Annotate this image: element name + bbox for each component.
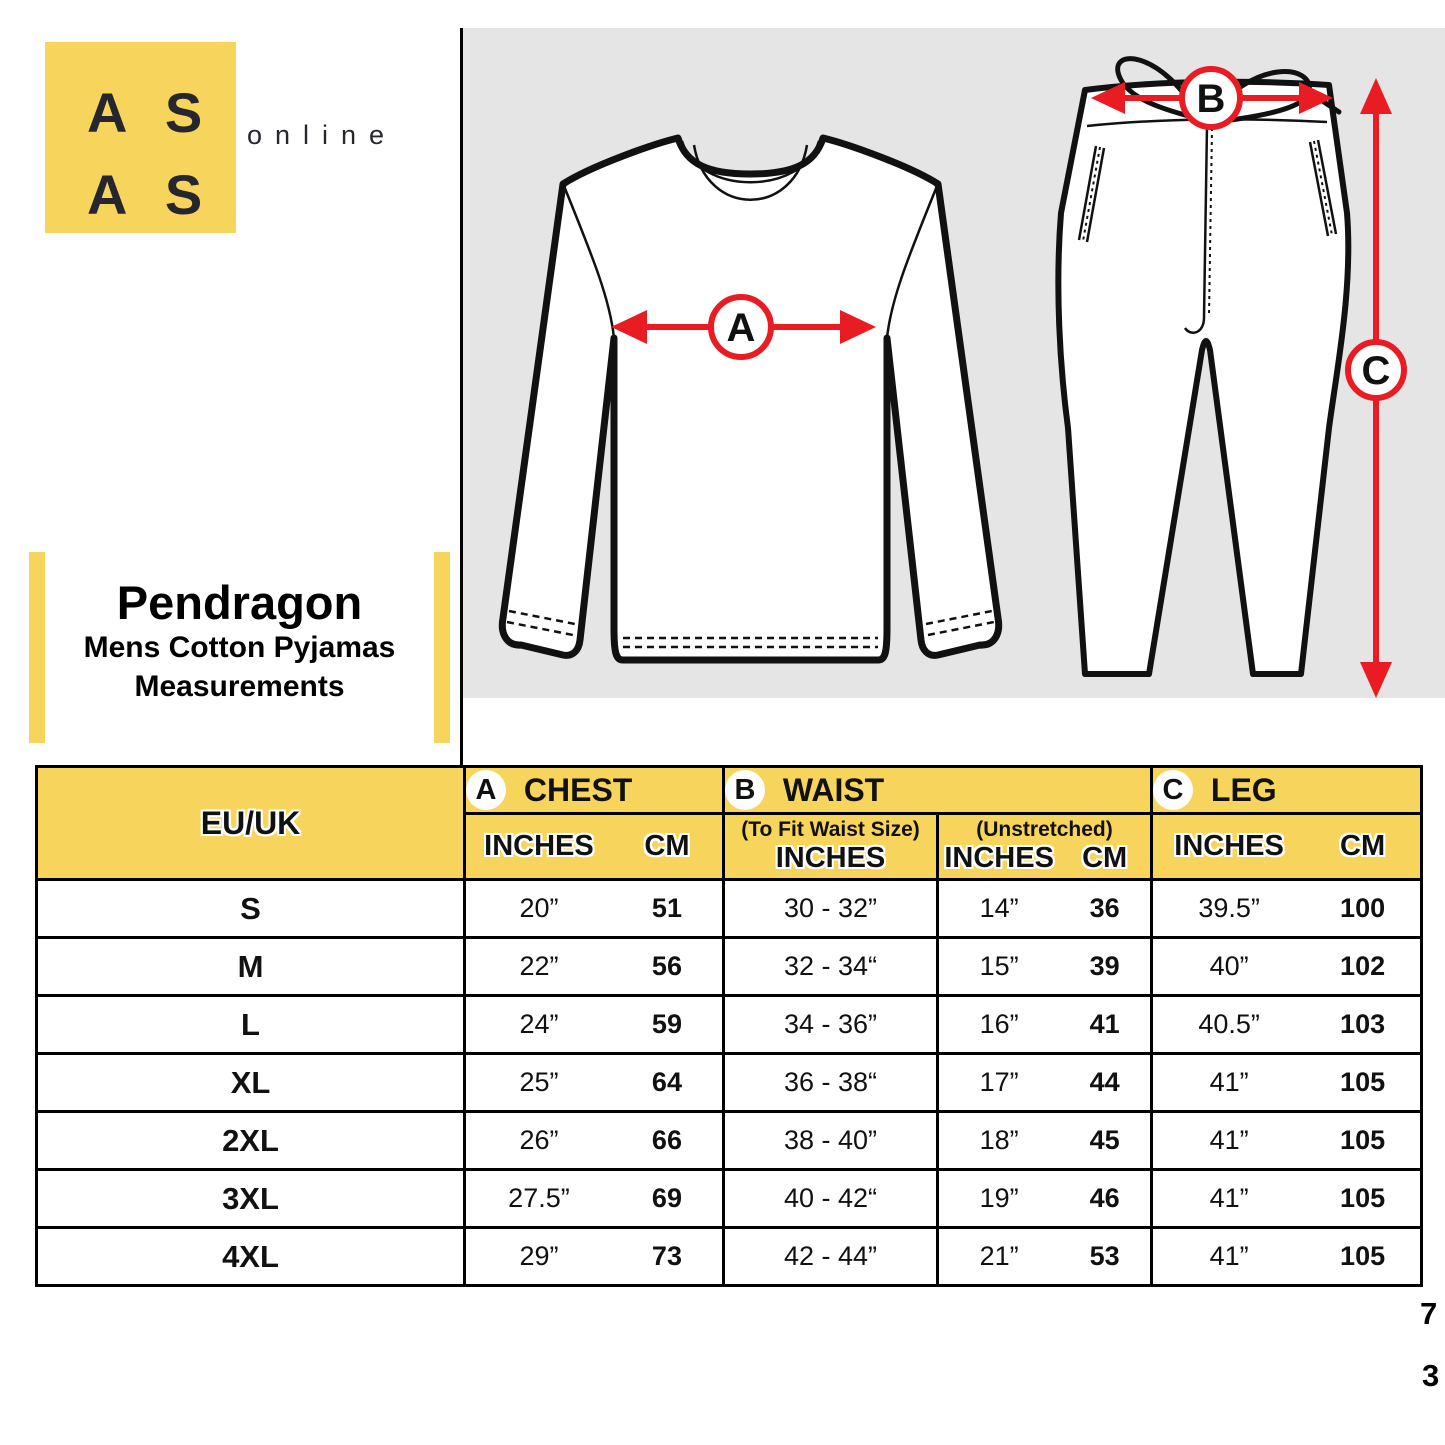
chest-cm-unit: CM bbox=[644, 830, 690, 862]
leg-inches-value: 41” bbox=[1209, 1067, 1249, 1097]
waist-cm-value: 36 bbox=[1089, 893, 1120, 923]
leg-cell bbox=[1152, 1112, 1422, 1170]
waist-cell bbox=[938, 938, 1152, 996]
chest-header bbox=[465, 767, 724, 814]
waist-fit-value: 38 - 40” bbox=[783, 1125, 878, 1155]
margin-digit-top: 7 bbox=[1420, 1296, 1438, 1331]
chest-cm-value: 69 bbox=[651, 1183, 682, 1213]
leg-inches-value: 41” bbox=[1209, 1125, 1249, 1155]
chest-cell bbox=[465, 996, 724, 1054]
chest-cm-value: 51 bbox=[651, 893, 682, 923]
leg-inches-value: 41” bbox=[1209, 1183, 1249, 1213]
chest-cell bbox=[465, 1112, 724, 1170]
leg-cm-value: 105 bbox=[1340, 1067, 1386, 1097]
waist-inches-value: 21” bbox=[979, 1241, 1019, 1271]
size-cell: XL bbox=[37, 1054, 465, 1112]
waist-badge: B bbox=[725, 770, 765, 810]
leg-cell bbox=[1152, 1170, 1422, 1228]
leg-cell bbox=[1152, 1054, 1422, 1112]
chest-inches-value: 26” bbox=[519, 1125, 559, 1155]
waist-fit-unit: INCHES bbox=[775, 842, 886, 874]
waist-cm-value: 39 bbox=[1089, 951, 1120, 981]
leg-inches-value: 40” bbox=[1209, 951, 1249, 981]
waist-inches-value: 17” bbox=[979, 1067, 1019, 1097]
waist-fit-cell bbox=[724, 996, 938, 1054]
waist-inches-value: 14” bbox=[979, 893, 1019, 923]
chest-cm-value: 59 bbox=[651, 1009, 682, 1039]
leg-header bbox=[1152, 767, 1422, 814]
waist-arrow-label: B bbox=[1196, 77, 1226, 121]
size-row bbox=[37, 938, 1422, 996]
waist-fit-cell bbox=[724, 1112, 938, 1170]
leg-inches-value: 41” bbox=[1209, 1241, 1249, 1271]
chest-cell bbox=[465, 1170, 724, 1228]
leg-cm-unit: CM bbox=[1340, 830, 1386, 862]
waist-cell bbox=[938, 1170, 1152, 1228]
waist-fit-header bbox=[724, 814, 938, 880]
waist-fit-cell bbox=[724, 938, 938, 996]
euuk-header bbox=[37, 767, 465, 880]
size-table bbox=[35, 765, 1423, 1287]
chest-cell bbox=[465, 938, 724, 996]
waist-fit-value: 42 - 44” bbox=[783, 1241, 878, 1271]
waist-cell bbox=[938, 1228, 1152, 1286]
waist-fit-value: 32 - 34“ bbox=[783, 951, 878, 981]
waist-cm-value: 41 bbox=[1089, 1009, 1120, 1039]
waist-cell bbox=[938, 1112, 1152, 1170]
chest-cell bbox=[465, 880, 724, 938]
leg-arrow bbox=[1348, 78, 1404, 698]
asas-logo bbox=[45, 42, 236, 233]
garment-diagram bbox=[463, 28, 1445, 698]
product-subtitle-1: Mens Cotton Pyjamas bbox=[83, 631, 396, 664]
waist-inches-value: 16” bbox=[979, 1009, 1019, 1039]
title-accent-bar-right bbox=[434, 552, 450, 743]
chest-inches-unit: INCHES bbox=[484, 830, 594, 862]
size-row bbox=[37, 880, 1422, 938]
waist-unstretched-header bbox=[938, 814, 1152, 880]
product-title-block bbox=[29, 552, 450, 743]
garment-diagram-svg bbox=[463, 28, 1445, 698]
margin-digit-bottom: 3 bbox=[1422, 1358, 1440, 1393]
chest-badge: A bbox=[466, 770, 506, 810]
waist-fit-note: (To Fit Waist Size) bbox=[741, 818, 920, 841]
leg-cm-value: 105 bbox=[1340, 1125, 1386, 1155]
waist-header bbox=[724, 767, 1152, 814]
chest-inches-value: 20” bbox=[519, 893, 559, 923]
leg-cm-value: 103 bbox=[1340, 1009, 1386, 1039]
size-cell: M bbox=[37, 938, 465, 996]
product-name: Pendragon bbox=[116, 576, 363, 629]
size-cell: 2XL bbox=[37, 1112, 465, 1170]
waist-fit-cell bbox=[724, 1228, 938, 1286]
chest-inches-value: 25” bbox=[519, 1067, 559, 1097]
chest-cell bbox=[465, 1054, 724, 1112]
size-row bbox=[37, 1170, 1422, 1228]
size-cell: L bbox=[37, 996, 465, 1054]
waist-fit-cell bbox=[724, 880, 938, 938]
leg-cm-value: 105 bbox=[1340, 1183, 1386, 1213]
leg-badge: C bbox=[1153, 770, 1193, 810]
waist-inches-value: 15” bbox=[979, 951, 1019, 981]
leg-cell bbox=[1152, 1228, 1422, 1286]
waist-cell bbox=[938, 1054, 1152, 1112]
waist-cell bbox=[938, 880, 1152, 938]
size-row bbox=[37, 1112, 1422, 1170]
logo-online-text: online bbox=[247, 120, 398, 150]
waist-inches-unit: INCHES bbox=[944, 842, 1054, 874]
chest-inches-value: 24” bbox=[519, 1009, 559, 1039]
waist-fit-value: 30 - 32” bbox=[783, 893, 878, 923]
waist-unstretched-note: (Unstretched) bbox=[976, 818, 1113, 841]
size-cell: S bbox=[37, 880, 465, 938]
logo-letters-row1: A S bbox=[87, 81, 215, 144]
waist-fit-value: 40 - 42“ bbox=[783, 1183, 878, 1213]
waist-fit-cell bbox=[724, 1054, 938, 1112]
leg-cell bbox=[1152, 996, 1422, 1054]
logo-letters-row2: A S bbox=[87, 163, 215, 226]
size-row bbox=[37, 1054, 1422, 1112]
chest-inches-value: 22” bbox=[519, 951, 559, 981]
waist-cm-value: 45 bbox=[1089, 1125, 1120, 1155]
leg-units-header bbox=[1152, 814, 1422, 880]
size-table-body bbox=[37, 880, 1422, 1286]
chest-units-header bbox=[465, 814, 724, 880]
waist-fit-value: 36 - 38“ bbox=[783, 1067, 878, 1097]
chest-cell bbox=[465, 1228, 724, 1286]
waist-fit-value: 34 - 36” bbox=[783, 1009, 878, 1039]
chest-cm-value: 73 bbox=[651, 1241, 682, 1271]
leg-inches-unit: INCHES bbox=[1174, 830, 1284, 862]
size-row bbox=[37, 996, 1422, 1054]
waist-cm-value: 46 bbox=[1089, 1183, 1120, 1213]
chest-header-label: CHEST bbox=[523, 771, 633, 808]
waist-cm-value: 44 bbox=[1089, 1067, 1120, 1097]
leg-cell bbox=[1152, 880, 1422, 938]
leg-header-label: LEG bbox=[1210, 771, 1277, 808]
waist-header-label: WAIST bbox=[782, 771, 885, 808]
chest-cm-value: 66 bbox=[651, 1125, 682, 1155]
title-accent-bar-left bbox=[29, 552, 45, 743]
leg-arrow-label: C bbox=[1361, 349, 1391, 393]
size-cell: 4XL bbox=[37, 1228, 465, 1286]
product-subtitle-2: Measurements bbox=[134, 670, 345, 703]
waist-inches-value: 19” bbox=[979, 1183, 1019, 1213]
leg-cm-value: 100 bbox=[1340, 893, 1386, 923]
size-row bbox=[37, 1228, 1422, 1286]
leg-cm-value: 102 bbox=[1340, 951, 1386, 981]
pants-drawing bbox=[1058, 59, 1348, 674]
chest-cm-value: 56 bbox=[651, 951, 682, 981]
waist-cell bbox=[938, 996, 1152, 1054]
waist-cm-value: 53 bbox=[1089, 1241, 1120, 1271]
waist-cm-unit: CM bbox=[1082, 842, 1128, 874]
chest-inches-value: 27.5” bbox=[508, 1183, 570, 1213]
leg-inches-value: 39.5” bbox=[1198, 893, 1260, 923]
leg-inches-value: 40.5” bbox=[1198, 1009, 1260, 1039]
waist-fit-cell bbox=[724, 1170, 938, 1228]
waist-inches-value: 18” bbox=[979, 1125, 1019, 1155]
euuk-header-label: EU/UK bbox=[200, 804, 301, 841]
leg-cm-value: 105 bbox=[1340, 1241, 1386, 1271]
leg-cell bbox=[1152, 938, 1422, 996]
size-cell: 3XL bbox=[37, 1170, 465, 1228]
shirt-drawing bbox=[502, 138, 998, 660]
chest-arrow-label: A bbox=[726, 306, 756, 350]
chest-inches-value: 29” bbox=[519, 1241, 559, 1271]
chest-cm-value: 64 bbox=[651, 1067, 682, 1097]
